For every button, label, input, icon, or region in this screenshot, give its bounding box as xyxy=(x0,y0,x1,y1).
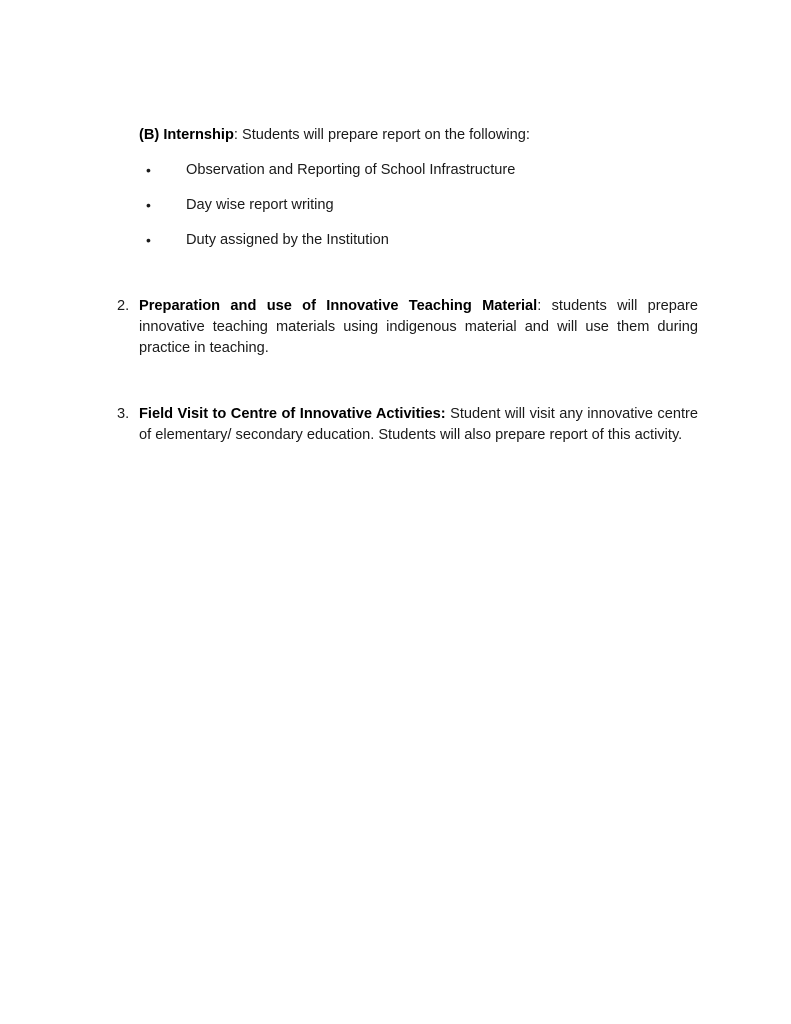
list-item-text: Observation and Reporting of School Infrastructure xyxy=(186,162,516,178)
internship-intro-text: : Students will prepare report on the following: xyxy=(233,127,530,143)
section-text: : students will prepare innovative teaching materials using indigenous material and will use them during practice in teaching. xyxy=(139,298,698,356)
list-item-text: Duty assigned by the Institution xyxy=(186,232,389,248)
numbered-section-field-visit xyxy=(117,404,700,446)
section-body xyxy=(139,296,698,359)
section-title: Preparation and use of Innovative Teaching Material xyxy=(139,298,538,314)
section-body xyxy=(139,404,698,446)
numbered-section-teaching-material xyxy=(117,296,700,359)
bullet-icon: • xyxy=(146,232,151,248)
section-number: 2. xyxy=(117,298,130,314)
internship-heading xyxy=(139,126,530,144)
bullet-icon: • xyxy=(146,197,151,213)
section-number: 3. xyxy=(117,406,130,422)
section-text: Student will visit any innovative centre of elementary/ secondary education. Students will also prepare report of this activity. xyxy=(139,406,698,443)
list-item-text: Day wise report writing xyxy=(186,197,334,213)
section-title: Field Visit to Centre of Innovative Activities: xyxy=(139,406,446,422)
internship-label: (B) Internship xyxy=(139,127,234,143)
bullet-icon: • xyxy=(146,162,151,178)
